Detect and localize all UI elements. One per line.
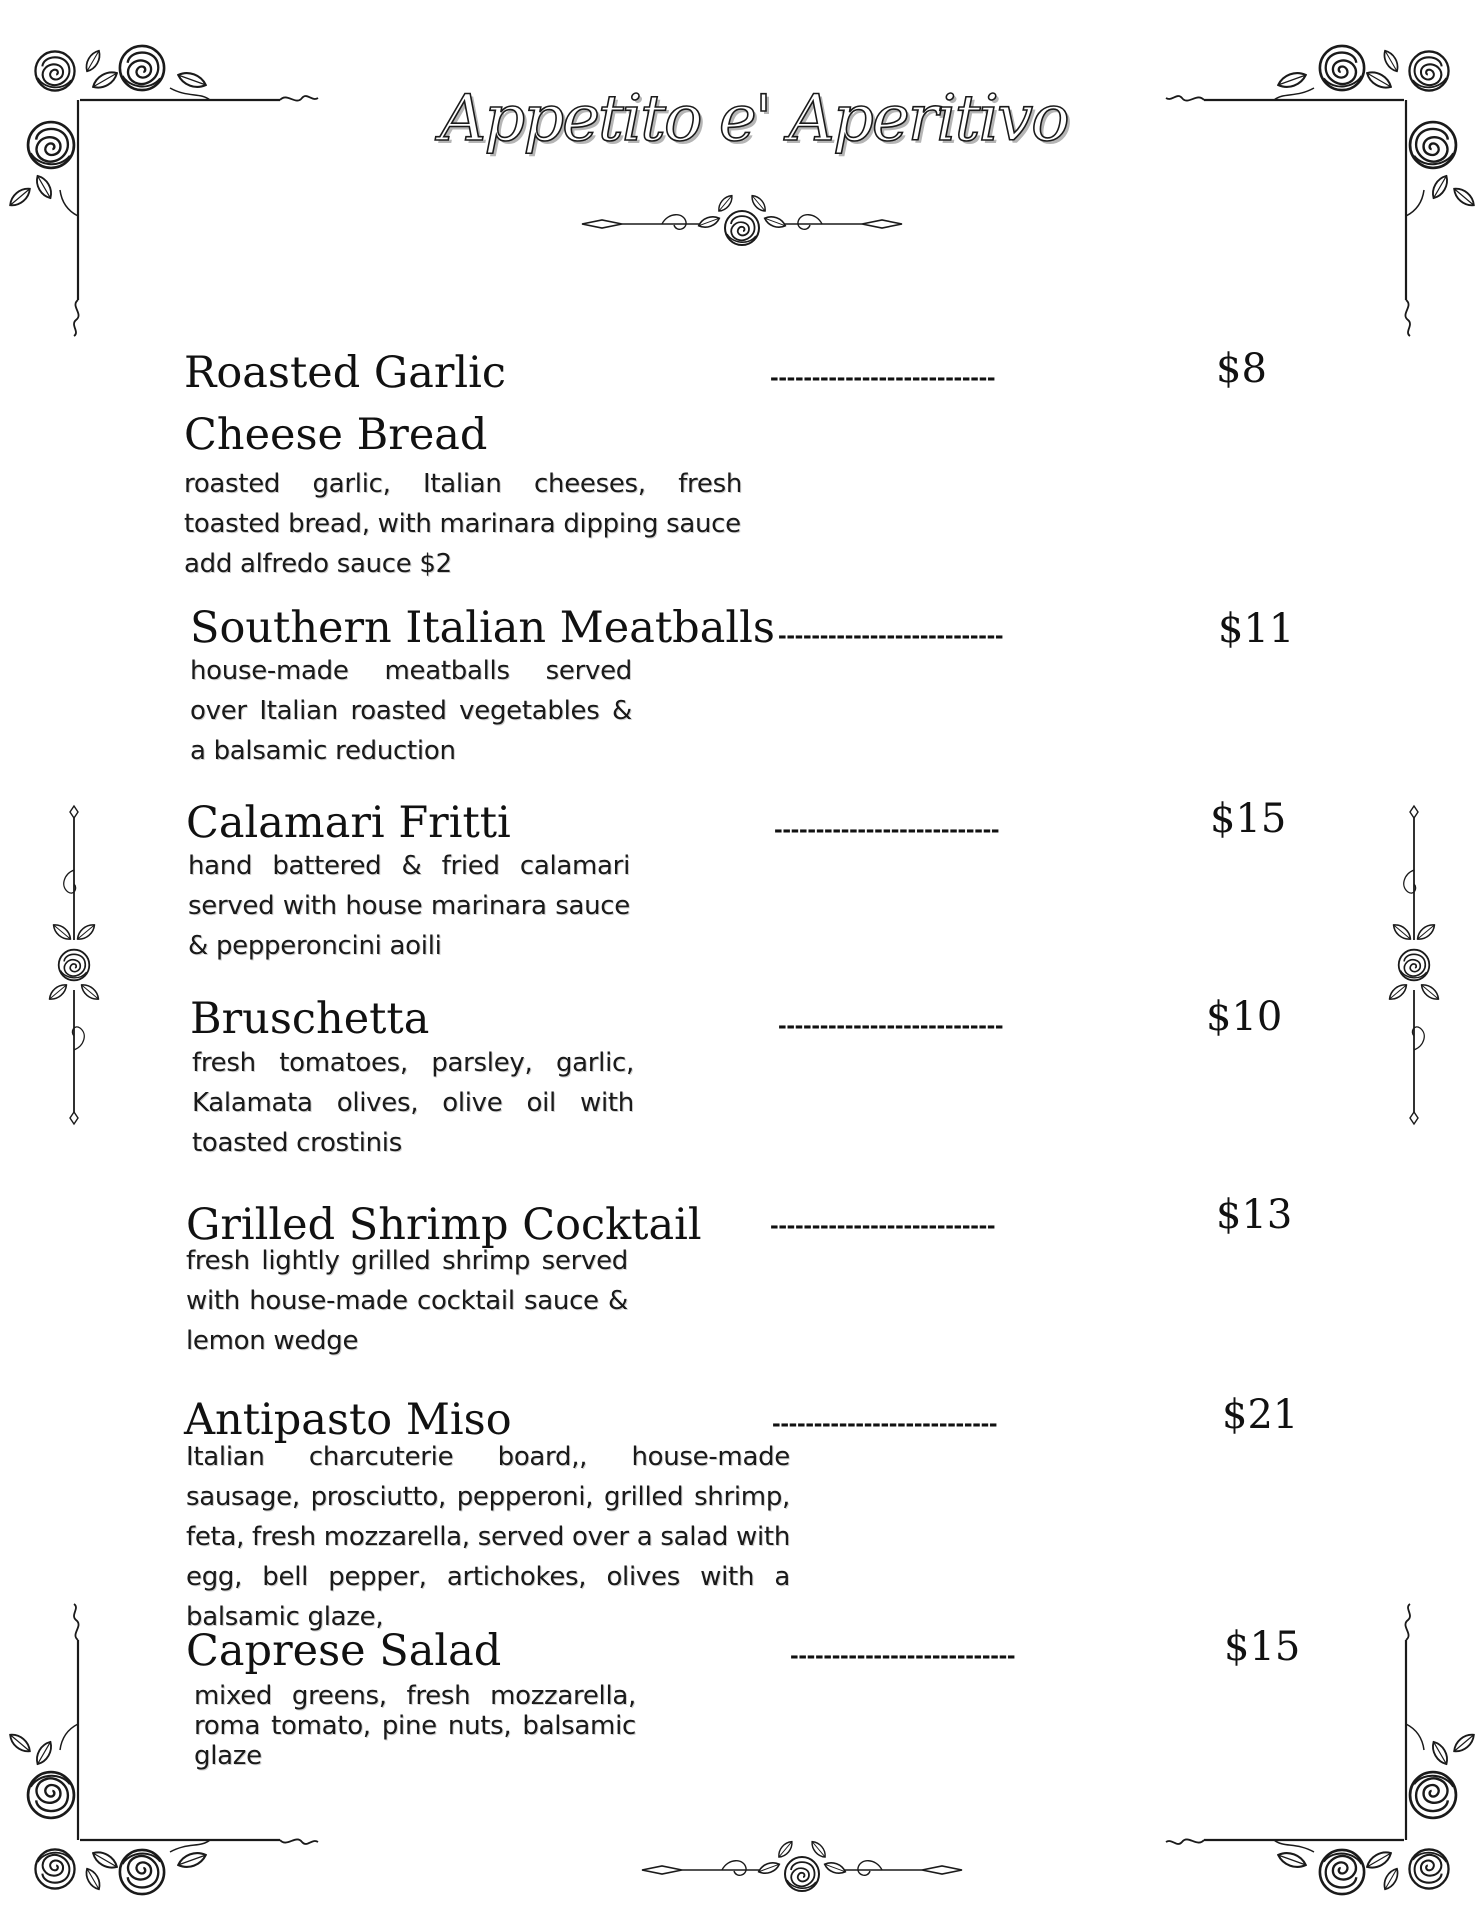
- rose-side-icon-right: [1384, 800, 1444, 1130]
- menu-item-price: $13: [1216, 1192, 1293, 1238]
- price-leader: ---------------------------: [776, 624, 1002, 648]
- menu-item-description: [184, 464, 742, 584]
- menu-item-price: $21: [1222, 1392, 1299, 1438]
- price-leader: ---------------------------: [788, 1644, 1014, 1668]
- price-leader: ---------------------------: [768, 1214, 994, 1238]
- menu-item-description: mixed greens, fresh mozzarella, roma tomato, pine nuts, balsamic glaze: [194, 1681, 636, 1771]
- menu-item-description: Italian charcuterie board,, house-made sausage, prosciutto, pepperoni, grilled shrimp, feta, fresh mozzarella, served over a salad with egg, bell pepper, artichokes, olives with a balsamic glaze,: [186, 1442, 790, 1632]
- menu-item-name: Calamari Fritti: [186, 798, 511, 848]
- price-leader: ---------------------------: [772, 818, 998, 842]
- menu-item-description: house-made meatballs served over Italian roasted vegetables & a balsamic reduction: [190, 656, 632, 766]
- price-leader: ---------------------------: [768, 366, 994, 390]
- menu-item-price: $10: [1206, 994, 1283, 1040]
- menu-item-description: fresh tomatoes, parsley, garlic, Kalamata olives, olive oil with toasted crostinis: [192, 1048, 634, 1158]
- price-leader: ---------------------------: [776, 1014, 1002, 1038]
- menu-item-description-text: roasted garlic, Italian cheeses, fresh toasted bread, with marinara dipping sauce: [184, 469, 742, 539]
- menu-item-description: fresh lightly grilled shrimp served with house-made cocktail sauce & lemon wedge: [186, 1246, 628, 1356]
- menu-item-price: $8: [1216, 346, 1267, 392]
- rose-divider-icon-top: [572, 194, 912, 254]
- menu-item-name: Grilled Shrimp Cocktail: [186, 1200, 702, 1250]
- rose-corner-icon-top-left: [0, 20, 330, 350]
- menu-item-price: $11: [1218, 606, 1295, 652]
- menu-item-price: $15: [1224, 1624, 1301, 1670]
- menu-item-name: Antipasto Miso: [184, 1395, 512, 1445]
- rose-divider-icon-bottom: [632, 1840, 972, 1900]
- rose-corner-icon-bottom-right: [1154, 1590, 1484, 1920]
- menu-item-name: Caprese Salad: [186, 1626, 502, 1676]
- rose-side-icon-left: [44, 800, 104, 1130]
- menu-item-name: Bruschetta: [190, 994, 430, 1044]
- menu-title: Appetito e' Aperitivo: [440, 82, 1068, 156]
- menu-item-price: $15: [1210, 796, 1287, 842]
- menu-item-addon: add alfredo sauce $2: [184, 549, 452, 579]
- menu-item-name: Roasted Garlic Cheese Bread: [184, 348, 507, 460]
- rose-corner-icon-top-right: [1154, 20, 1484, 350]
- menu-item-name: Southern Italian Meatballs: [190, 603, 775, 653]
- price-leader: ---------------------------: [770, 1412, 996, 1436]
- menu-item-description: hand battered & fried calamari served with house marinara sauce & pepperoncini aoili: [188, 851, 630, 961]
